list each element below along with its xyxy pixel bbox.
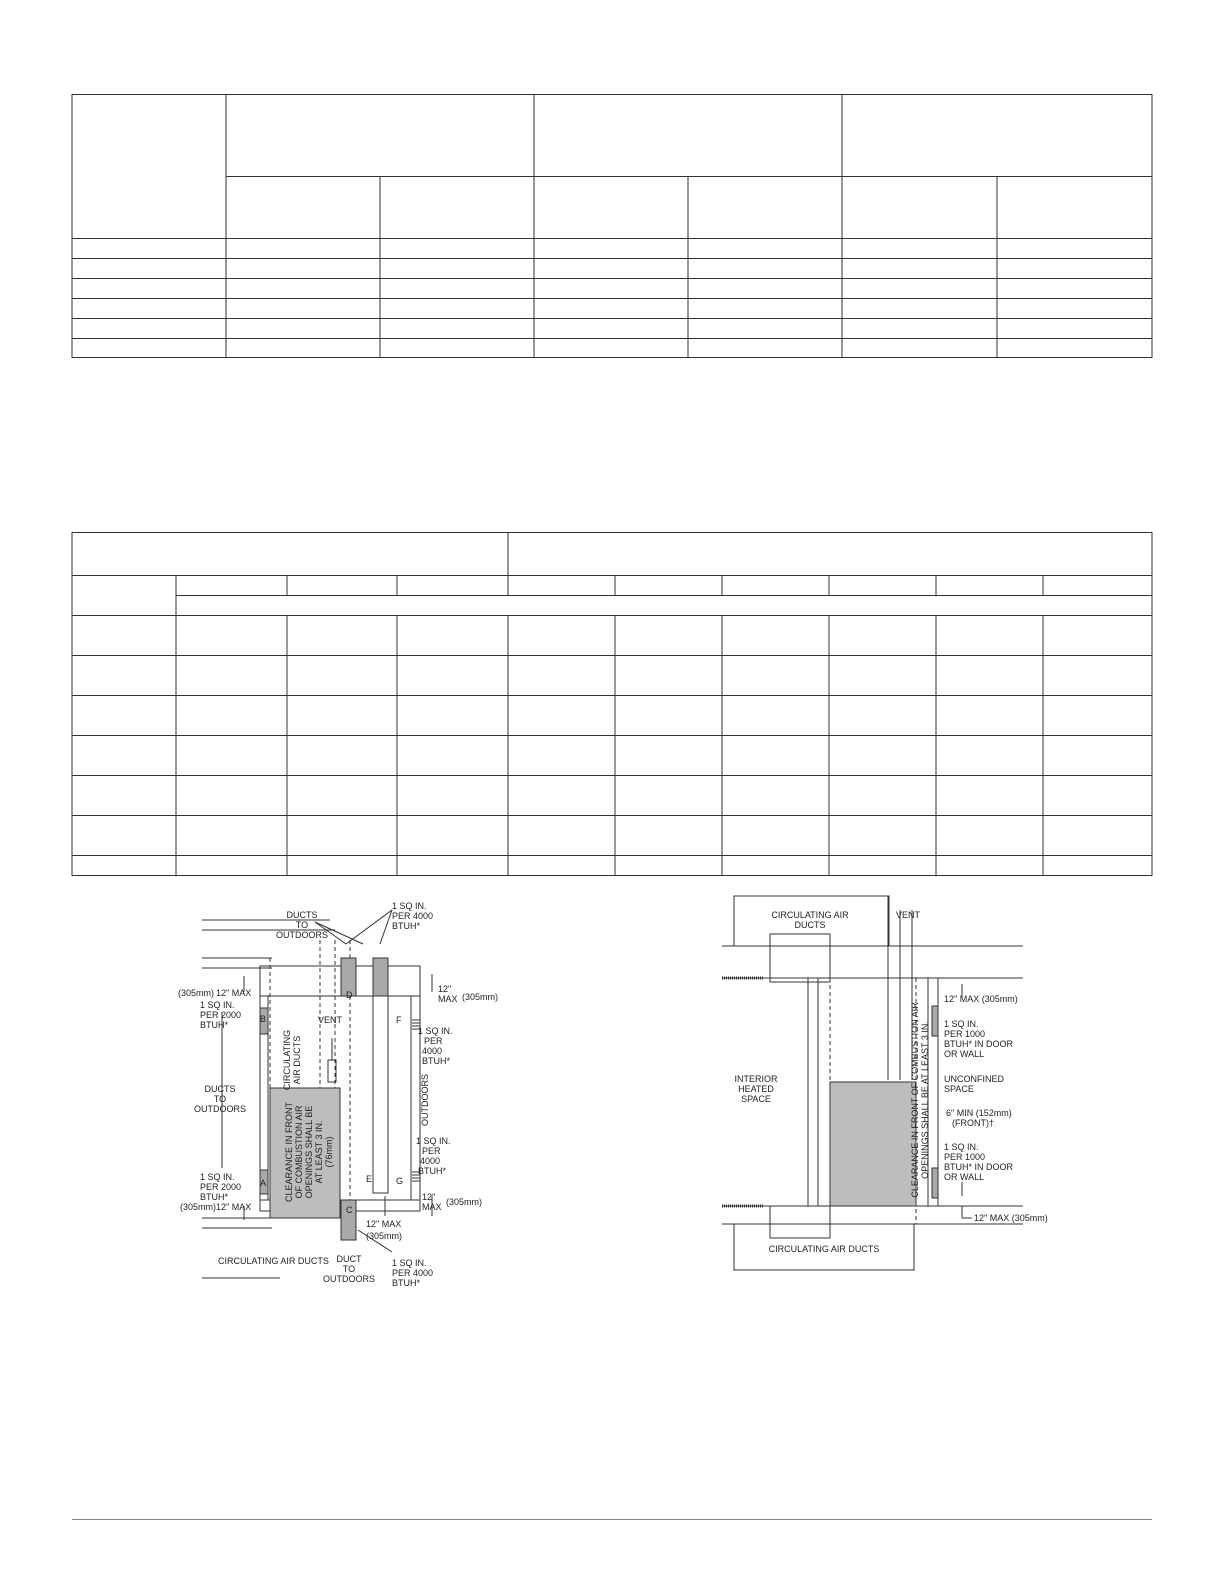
svg-text:12"MAX: 12" MAX: [422, 1192, 442, 1212]
svg-text:1 SQ IN.PER 4000BTUH*: 1 SQ IN. PER 4000 BTUH*: [392, 901, 434, 931]
label-12max-left-bottom: 12" MAX: [216, 1202, 252, 1212]
svg-text:1 SQ IN.PER 1000BTUH* IN DOORO: 1 SQ IN. PER 1000 BTUH* IN DOOR OR WALL: [944, 1142, 1014, 1182]
svg-text:INTERIORHEATEDSPACE: INTERIOR HEATED SPACE: [734, 1074, 778, 1104]
svg-text:1 SQ IN.PER 2000BTUH*: 1 SQ IN. PER 2000 BTUH*: [200, 1000, 242, 1030]
label-clearance-vertical: CLEARANCE IN FRONT: [284, 1101, 294, 1203]
label-ducts-outdoors-left: DUCTS: [204, 1084, 236, 1094]
label-circulating-air-ducts-bottom: CIRCULATING AIR DUCTS: [768, 1244, 880, 1254]
label-unconfined-space: UNCONFINED: [944, 1074, 1004, 1084]
svg-text:DUCTTOOUTDOORS: DUCT TO OUTDOORS: [322, 1254, 376, 1284]
label-c: C: [346, 1205, 353, 1215]
label-g: G: [396, 1176, 404, 1186]
label-12max-top: 12" MAX (305mm): [944, 994, 1018, 1004]
label-interior-heated-space: INTERIOR: [734, 1074, 778, 1084]
label-12max-right-top: 12": [438, 984, 452, 994]
label-sq-in-4000-bottom: 1 SQ IN.: [392, 1258, 427, 1268]
label-12max-right-bottom: 12": [422, 1192, 436, 1202]
svg-text:CIRCULATING AIRDUCTS: CIRCULATING AIR DUCTS: [771, 910, 849, 930]
label-12max-left-top: 12" MAX: [216, 988, 252, 998]
svg-text:6" MIN (152mm)(FRONT)†: 6" MIN (152mm) (FRONT)†: [946, 1108, 1012, 1128]
label-305mm-bottom: (305mm): [366, 1231, 403, 1241]
label-sq-in-1000-top: 1 SQ IN.: [944, 1019, 979, 1029]
label-12max-bottom: 12" MAX (305mm): [974, 1213, 1048, 1223]
footer-rule: [72, 1519, 1152, 1520]
svg-text:DUCTSTOOUTDOORS: DUCTS TO OUTDOORS: [193, 1084, 247, 1114]
label-sq-in-2000-bottom: 1 SQ IN.: [200, 1172, 235, 1182]
figure-right-unconfined-space: [718, 890, 1078, 1280]
label-305mm-left-top: (305mm): [178, 988, 215, 998]
label-305mm-right-bottom: (305mm): [446, 1197, 483, 1207]
label-duct-to-outdoors-bottom: DUCT: [336, 1254, 362, 1264]
label-sq-in-4000-right-bottom: 1 SQ IN.: [416, 1136, 451, 1146]
label-sq-in-2000-top: 1 SQ IN.: [200, 1000, 235, 1010]
label-305mm-right-top: (305mm): [462, 992, 499, 1002]
label-circulating-air-ducts-bottom: CIRCULATING AIR DUCTS: [218, 1256, 329, 1266]
figure-left-confined-space: [160, 900, 500, 1295]
label-circulating-air-ducts-top: CIRCULATING AIR: [771, 910, 849, 920]
label-305mm-left-bottom: (305mm): [180, 1202, 217, 1212]
svg-text:1 SQ IN.PER 1000BTUH* IN DOORO: 1 SQ IN. PER 1000 BTUH* IN DOOR OR WALL: [944, 1019, 1014, 1059]
label-e: E: [366, 1174, 373, 1184]
label-vent: VENT: [318, 1015, 343, 1025]
svg-text:1 SQ IN.PER 2000BTUH*: 1 SQ IN. PER 2000 BTUH*: [200, 1172, 242, 1202]
label-6min-front: 6" MIN (152mm): [946, 1108, 1012, 1118]
svg-text:1 SQ IN.PER 4000BTUH*: 1 SQ IN. PER 4000 BTUH*: [392, 1258, 434, 1288]
label-sq-in-1000-bottom: 1 SQ IN.: [944, 1142, 979, 1152]
label-outdoors-vertical: OUTDOORS: [420, 1073, 430, 1127]
table-1: [0, 0, 1225, 380]
svg-text:CIRCULATINGAIR DUCTS: CIRCULATINGAIR DUCTS: [282, 1029, 302, 1091]
label-vent: VENT: [896, 910, 921, 920]
label-sq-in-4000-top: 1 SQ IN.: [392, 901, 427, 911]
svg-text:UNCONFINEDSPACE: UNCONFINED SPACE: [944, 1074, 1004, 1094]
svg-text:DUCTSTOOUTDOORS: DUCTS TO OUTDOORS: [275, 910, 329, 940]
svg-text:12"MAX: 12" MAX: [438, 984, 458, 1004]
label-sq-in-4000-right-top: 1 SQ IN.: [418, 1026, 453, 1036]
label-d: D: [346, 990, 353, 1000]
label-f: F: [396, 1015, 402, 1025]
table-2: [0, 520, 1225, 885]
svg-text:1 SQ IN.PER4000BTUH*: 1 SQ IN. PER 4000 BTUH*: [416, 1136, 451, 1176]
label-clearance-vertical: CLEARANCE IN FRONT OF COMBUSTION AIR: [910, 1002, 920, 1198]
label-a: A: [260, 1178, 267, 1188]
label-b: B: [260, 1014, 267, 1024]
label-ducts-outdoors-top-1: DUCTS: [286, 910, 318, 920]
svg-text:CLEARANCE IN FRONT OF COMBUSTI: CLEARANCE IN FRONT OF COMBUSTION AIROPENINGS SHALL BE AT LEAST 3 IN.: [910, 1002, 930, 1198]
svg-text:1 SQ IN.PER4000BTUH*: 1 SQ IN. PER 4000 BTUH*: [418, 1026, 453, 1066]
label-circulating-air-ducts-vertical: CIRCULATING: [282, 1029, 292, 1091]
label-12max-bottom: 12" MAX: [366, 1219, 402, 1229]
svg-text:CLEARANCE IN FRONTOF COMBUSTIO: CLEARANCE IN FRONTOF COMBUSTION AIROPENINGS SHALL BEAT LEAST 3 IN.(76mm): [284, 1101, 334, 1203]
